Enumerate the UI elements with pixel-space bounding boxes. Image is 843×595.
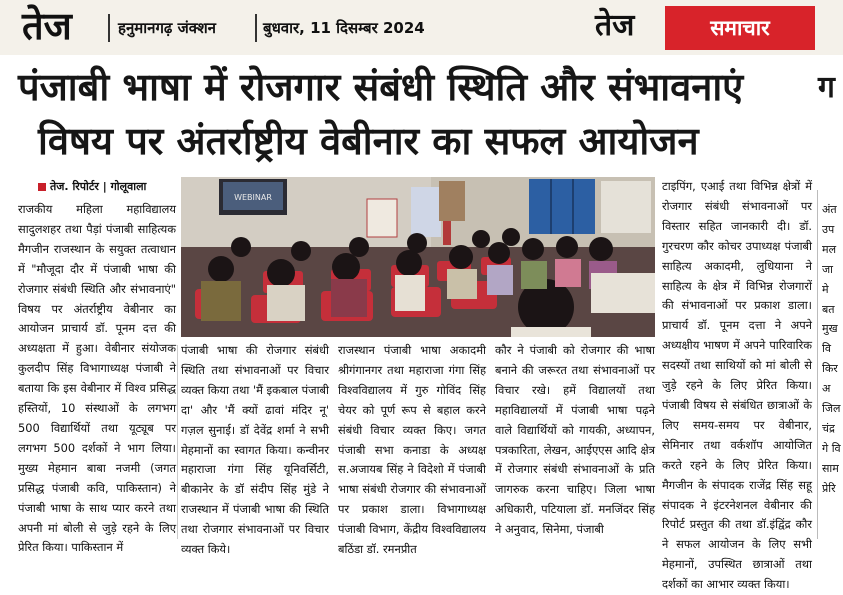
article-column-1: राजकीय महिला महाविद्यालय सादुलशहर तथा पैड़ां पंजाबी साहित्यक मैगजीन राजस्थान के सयुक्त तत्वाधान में "मौजूदा दौर में पंजाबी भाषा की रोजगार संबंधी स्थिति और संभावनाएं" विषय पर अंतर्राष्ट्रीय वेबीनार का आयोजन प्राचार्य डॉ. पूनम दत्त की अध्यक्षता में हुआ। वेबीनार संयोजक कुलदीप सिंह विभागाध्यक्ष पंजाबी ने बताया कि इस वेबीनार में विश्व प्रसिद्ध हस्तियों, 10 संस्थाओं के लगभग 500 विद्यार्थियों तथा यूट्यूब पर लगभग 500 दर्शकों ने भाग लिया। मुख्य मेहमान बाबा नजमी (जगत प्रसिद्ध पंजाबी कवि, पाकिस्तान) ने पंजाबी भाषा के साथ प्यार करने तथा अपनी मां बोली से जुड़े रहने के लिए प्रेरित किया। पाकिस्तान में — [18, 202, 176, 555]
masthead-location: हनुमानगढ़ जंक्शन — [118, 19, 216, 37]
masthead-divider — [255, 14, 257, 42]
event-photo — [181, 177, 655, 337]
projection-screen-text: WEBINAR — [234, 193, 272, 202]
event-photo-illustration — [181, 177, 655, 337]
masthead-divider — [108, 14, 110, 42]
byline: तेज. रिपोर्टर | गोलूवाला — [50, 180, 147, 193]
brand-logo-left: तेज — [22, 3, 72, 48]
brand-logo-right: तेज — [595, 8, 635, 43]
headline-line-2: विषय पर अंतर्राष्ट्रीय वेबीनार का सफल आयोजन — [38, 119, 699, 163]
article-column-3: राजस्थान पंजाबी भाषा अकादमी श्रीगंगानगर तथा महाराजा गंगा सिंह विश्वविद्यालय में गुरु गोविंद सिंह चेयर को पूर्ण रूप से बहाल करने संबंधी विचार व्यक्त किए। जगत पंजाबी सभा कनाडा के अध्यक्ष स.अजायब सिंह ने विदेशो में पंजाबी भाषा संबंधी रोजगार की संभावनाओं पर प्रकाश डाला। विभागाध्यक्ष पंजाबी विभाग, केंद्रीय विश्वविद्यालय बठिंडा डॉ. रमनप्रीत — [338, 343, 486, 557]
column-rule — [177, 345, 178, 539]
headline-line-1: पंजाबी भाषा में रोजगार संबंधी स्थिति और संभावनाएं — [18, 65, 744, 109]
article-column-5: टाइपिंग, एआई तथा विभिन्न क्षेत्रों में रोजगार संबंधी संभावनाओं पर विस्तार सहित जानकारी दी। डॉ. गुरचरण कौर कोचर उपाध्यक्ष पंजाबी साहित्य अकादमी, लुधियाना ने साहित्य के क्षेत्र में विभिन्न रोजगारों की संभावनाओं पर प्रकाश डाला। प्राचार्य डॉ. पूनम दत्ता ने अपने अध्यक्षीय भाषण में अपने पारिवारिक सदस्यों तथा साथियों को मां बोली से जुड़े रहने के लिए प्रेरित किया। पंजाबी विषय से संबंधित छात्राओं के लिए समय-समय पर वेबीनार, सेमिनार तथा वर्कशॉप आयोजित करते रहने के लिए प्रेरित किया। मैगजीन के संपादक राजेंद्र सिंह सहू संपादक ने इंटरनेशनल वेबीनार की रिपोर्ट प्रस्तुत की तथा डॉ.इंद्विंद्र कौर ने सफल आयोजन के लिए सभी मेहमानों, उपस्थित छात्राओं तथा दर्शकों का आभार व्यक्त किया। — [662, 179, 812, 592]
article-column-2: पंजाबी भाषा की रोजगार संबंधी स्थिति तथा संभावनाओं पर विचार व्यक्त किया तथा 'मैं इकबाल पंजाबी दा' और 'मैं क्यों ढावां मंदिर नू' गज़ल सुनाई। डॉ देवेंद्र शर्मा ने सभी मेहमानों का स्वागत किया। कन्वीनर महाराजा गंगा सिंह यूनिवर्सिटी, बीकानेर के डॉ संदीप सिंह मुंडे ने राजस्थान में पंजाबी भाषा की स्थिति तथा रोजगार संभावनाओं पर विचार व्यक्त किये। — [181, 343, 329, 557]
section-label: समाचार — [665, 6, 815, 50]
article-column-6: अंत उप मल जा मे बत मुख वि किर अ जिल चंद्र गे वि साम प्रेरि — [822, 203, 841, 495]
byline-icon — [38, 183, 46, 191]
column-rule — [817, 190, 818, 539]
article-column-4: कौर ने पंजाबी को रोजगार की भाषा बनाने की जरूरत तथा संभावनाओं पर विचार रखे। हमें विद्यालयों तथा महाविद्यालयों में पंजाबी भाषा पढ़ने वाले विद्यार्थियों को गायकी, अध्यापन, पत्रकारिता, लेखन, आईएएस आदि क्षेत्र में रोजगार संबंधी संभावनाओं के प्रति जागरुक करना चाहिए। जिला भाषा अधिकारी, पटियाला डॉ. मनजिंदर सिंह ने अनुवाद, सिनेमा, पंजाबी — [495, 343, 655, 537]
headline-overflow: ग — [818, 70, 835, 105]
masthead-date: बुधवार, 11 दिसम्बर 2024 — [263, 19, 425, 37]
